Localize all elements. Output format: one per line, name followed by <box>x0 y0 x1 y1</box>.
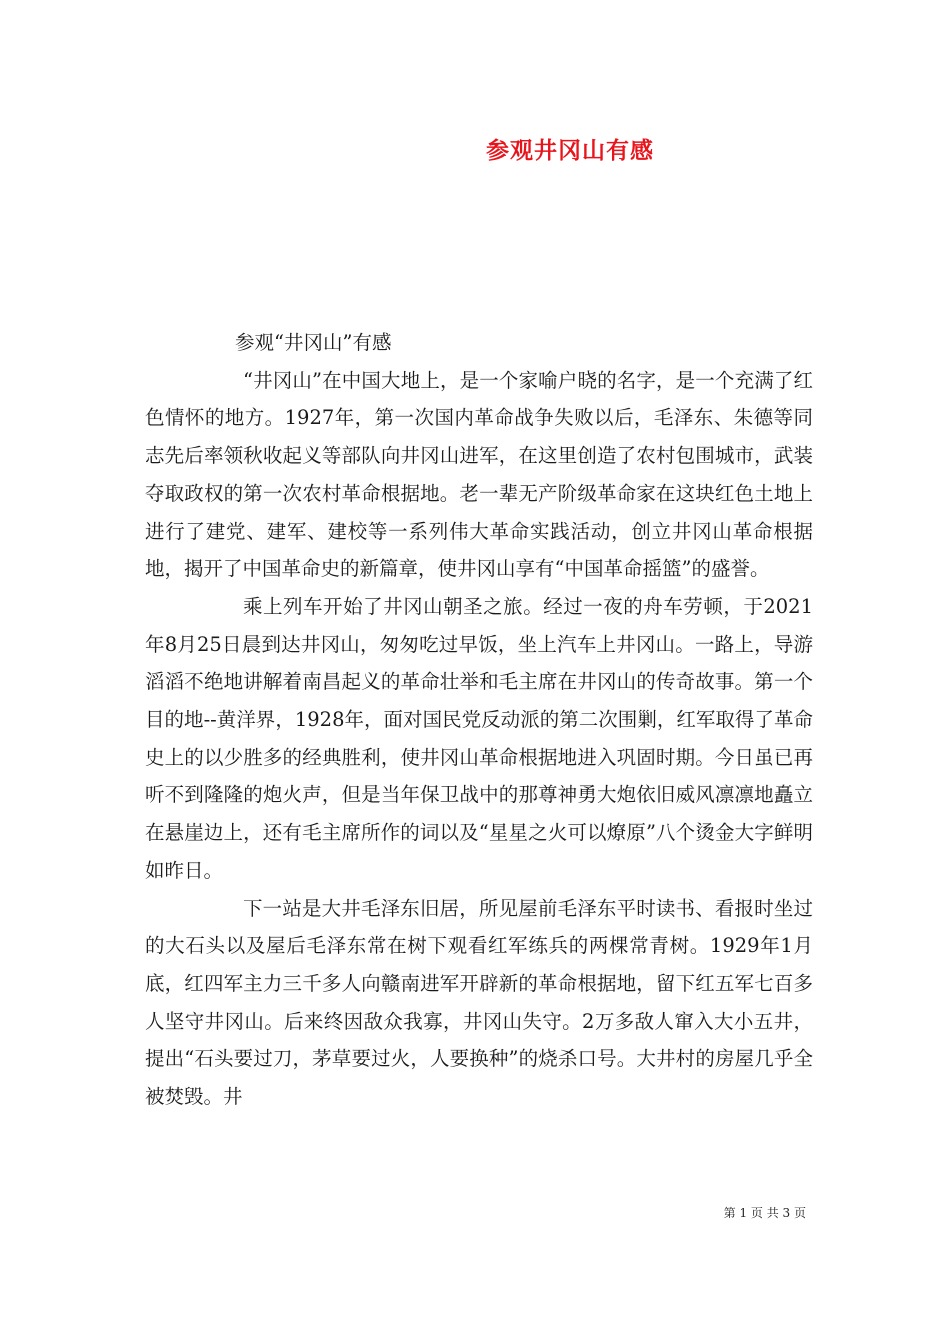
document-subtitle: 参观“井冈山”有感 <box>235 331 392 354</box>
document-body <box>145 324 813 1116</box>
page-number-footer: 第 1 页 共 3 页 <box>723 1206 806 1220</box>
page-title: 参观井冈山有感 <box>486 138 654 164</box>
paragraph-1: “井冈山”在中国大地上，是一个家喻户晓的名字，是一个充满了红色情怀的地方。1927年，第一次国内革命战争失败以后，毛泽东、朱德等同志先后率领秋收起义等部队向井冈山进军，在这里创造了农村包围城市，武装夺取政权的第一次农村革命根据地。老一辈无产阶级革命家在这块红色土地上进行了建党、建军、建校等一系列伟大革命实践活动，创立井冈山革命根据地，揭开了中国革命史的新篇章，使井冈山享有“中国革命摇篮”的盛誉。 <box>145 368 813 581</box>
paragraph-3: 下一站是大井毛泽东旧居，所见屋前毛泽东平时读书、看报时坐过的大石头以及屋后毛泽东常在树下观看红军练兵的两棵常青树。1929年1月底，红四军主力三千多人向赣南进军开辟新的革命根据地，留下红五军七百多人坚守井冈山。后来终因敌众我寡，井冈山失守。2万多敌人窜入大小五井，提出“石头要过刀，茅草要过火，人要换种”的烧杀口号。大井村的房屋几乎全被焚毁。井 <box>145 896 813 1109</box>
paragraph-2: 乘上列车开始了井冈山朝圣之旅。经过一夜的舟车劳顿，于2021年8月25日晨到达井冈山，匆匆吃过早饭，坐上汽车上井冈山。一路上，导游滔滔不绝地讲解着南昌起义的革命壮举和毛主席在井冈山的传奇故事。第一个目的地--黄洋界，1928年，面对国民党反动派的第二次围剿，红军取得了革命史上的以少胜多的经典胜利，使井冈山革命根据地进入巩固时期。今日虽已再听不到隆隆的炮火声，但是当年保卫战中的那尊神勇大炮依旧威风凛凛地矗立在悬崖边上，还有毛主席所作的词以及“星星之火可以燎原”八个烫金大字鲜明如昨日。 <box>145 594 813 882</box>
